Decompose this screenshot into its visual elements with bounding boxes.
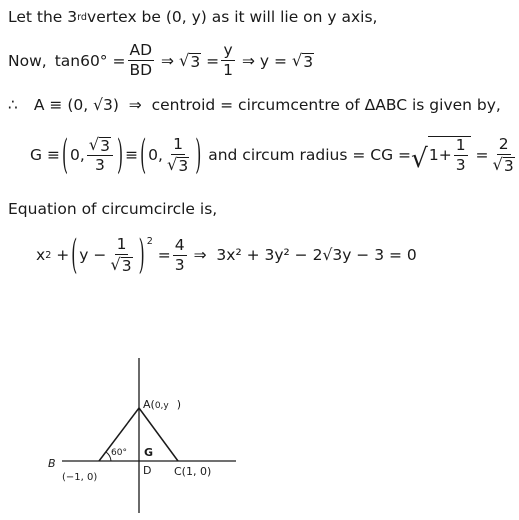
paren-open: ( [61,131,68,179]
sqrt-3: √ 3 [178,51,201,71]
equals-sign: = [206,51,220,70]
fraction-r3-3: √ 3 3 [87,136,113,174]
intro-text-a: Let the 3 [8,8,78,26]
fraction-numerator: AD [128,42,155,61]
radicand: 3 [503,156,514,175]
paren-open: ( [71,231,78,279]
sqrt-3: √ 3 [291,51,314,71]
equals-sign: = [112,51,126,70]
label-angle: 60° [111,448,127,458]
fraction-denominator: 3 [174,255,185,274]
fraction-denominator: 1 [223,61,234,80]
label-b: B [48,457,56,470]
label-a-coords: 0,y [154,401,169,411]
y-minus-text: y − [79,246,107,265]
circum-radius-text: and circum radius = CG = [208,146,412,165]
fraction-denominator: 3 [94,156,105,175]
intro-sup: rd [77,11,88,23]
exponent: 2 [146,236,153,247]
x-text: x [36,246,46,265]
fraction-numerator: 1 [454,137,468,156]
intro-text-b: vertex be (0, y) as it will lie on y axis, [87,8,378,26]
label-a-prefix: A( [143,398,155,411]
sqrt-inner-text: 1+ [428,146,452,165]
now-text: Now, [8,51,47,70]
point-a-text: A ≡ (0, √3) [33,96,119,114]
label-g: G [144,446,154,459]
paren-close: ) [117,131,124,179]
equiv-sign: ≡ [125,146,139,165]
exponent: 2 [45,249,52,261]
fraction-numerator: y [221,42,234,61]
fraction-numerator: 2 [497,136,511,155]
radicand: 3 [100,136,111,155]
radicand: 3 [303,52,314,71]
label-a-close: ) [176,398,182,411]
fraction-denominator: 3 [455,156,466,175]
centroid-text: centroid = circumcentre of ΔABC is given by, [151,96,501,114]
fraction-2-r3: 2 √ 3 [492,135,514,175]
sqrt-expression: √ 1+ $\frac{1}{3}$ [411,136,471,174]
fraction-numerator: 1 [115,236,129,255]
paren-close: ) [138,231,145,279]
paren-open: ( [140,131,147,179]
fraction-denominator: BD [129,61,153,80]
plus-sign: + [56,246,70,265]
tan-text: tan60° [54,51,108,70]
implies-sign: ⇒ [193,246,207,265]
equals-sign: = [157,246,171,265]
label-a [143,398,181,411]
fraction-1-r3: 1 √ 3 [110,235,132,275]
implies-sign: ⇒ [241,51,255,70]
label-d: D [143,464,152,477]
label-c: C(1, 0) [174,465,212,478]
zero-text: 0, [70,146,85,165]
radicand: 3 [178,156,189,175]
label-b-coords: (−1, 0) [62,472,98,483]
paren-close: ) [195,131,202,179]
g-equiv-text: G ≡ [30,146,60,165]
fraction-numerator: 1 [171,136,185,155]
zero-text: 0, [148,146,163,165]
equation-heading-text: Equation of circumcircle is, [8,200,218,218]
circle-equation-result: 3x² + 3y² − 2√3y − 3 = 0 [216,246,417,265]
implies-sign: ⇒ [161,51,175,70]
fraction-1-r3: 1 √ 3 [166,135,189,175]
result-text: y = [259,51,287,70]
therefore-sign: ∴ [8,96,18,114]
radicand: 3 [190,52,201,71]
equals-sign: = [475,146,489,165]
radicand: 3 [121,256,132,275]
fraction-numerator: 4 [173,237,187,256]
implies-sign: ⇒ [128,96,142,114]
